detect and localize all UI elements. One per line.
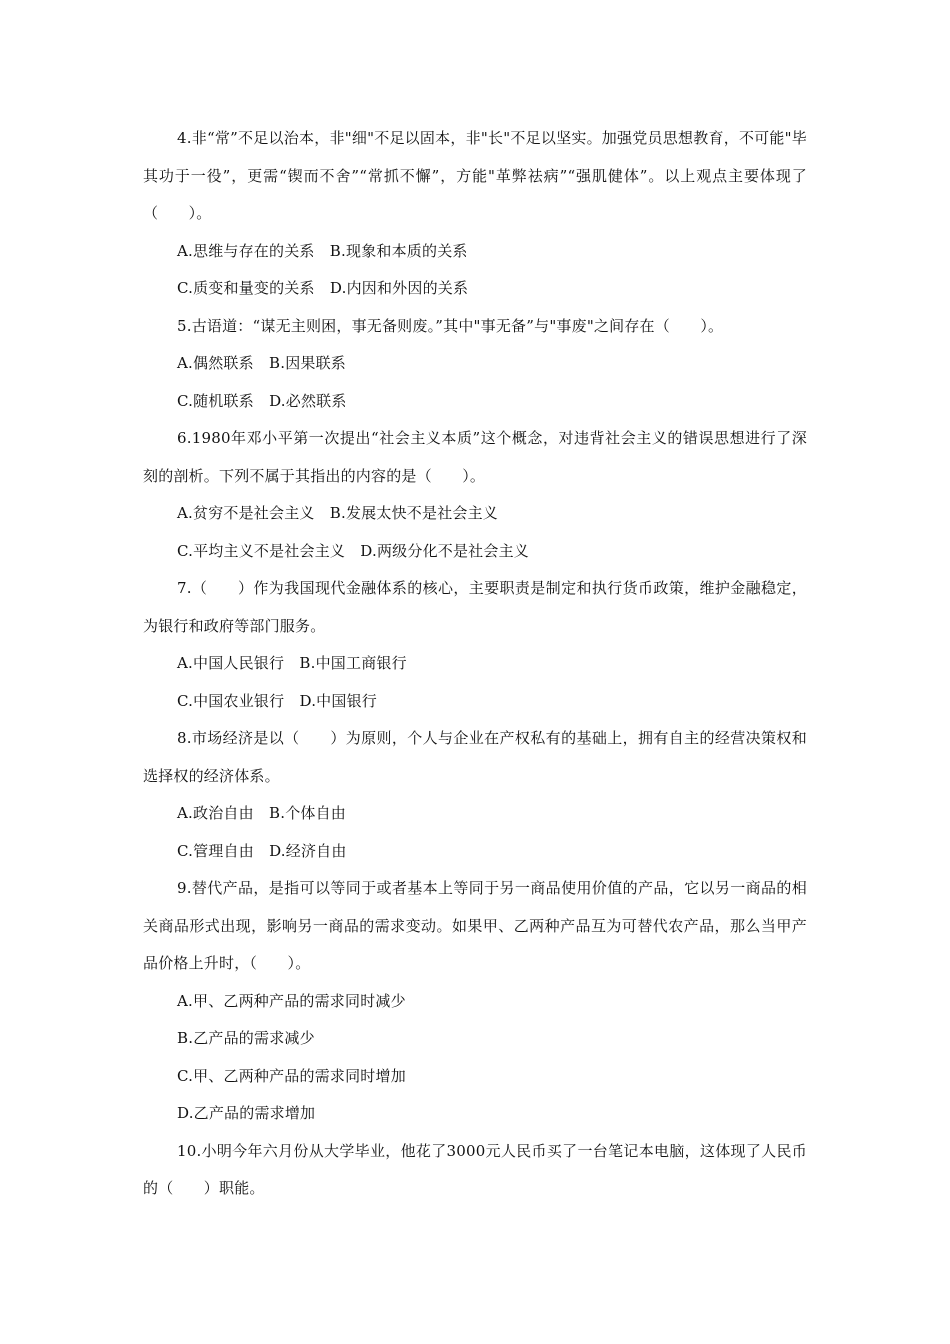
question-5	[143, 308, 807, 421]
option-line: A.甲、乙两种产品的需求同时减少	[177, 991, 406, 1010]
question-stem: 4.非“常”不足以治本，非"细"不足以固本，非"长"不足以坚实。加强党员思想教育，不可能"毕其功于一役”，更需“锲而不舍”“常抓不懈”，方能"革弊祛病”“强肌健体”。以上观点主要体现了（ ）。	[143, 129, 807, 222]
option-line: C.中国农业银行 D.中国银行	[177, 691, 377, 710]
option-line: A.贫穷不是社会主义 B.发展太快不是社会主义	[177, 504, 498, 522]
question-stem: 9.替代产品，是指可以等同于或者基本上等同于另一商品使用价值的产品，它以另一商品的相关商品形式出现，影响另一商品的需求变动。如果甲、乙两种产品互为可替代农产品，那么当甲产品价格上升时，（ ）。	[143, 879, 807, 972]
option-line: C.随机联系 D.必然联系	[177, 391, 347, 410]
question-6	[143, 420, 807, 570]
question-list	[143, 120, 807, 1208]
option-line: C.质变和量变的关系 D.内因和外因的关系	[177, 279, 469, 297]
question-stem: 10.小明今年六月份从大学毕业，他花了3000元人民币买了一台笔记本电脑，这体现了人民币的（ ）职能。	[143, 1141, 807, 1197]
option-line: B.乙产品的需求减少	[177, 1029, 315, 1047]
question-stem: 8.市场经济是以（ ）为原则，个人与企业在产权私有的基础上，拥有自主的经营决策权和选择权的经济体系。	[143, 729, 807, 785]
question-10	[143, 1133, 807, 1208]
question-stem: 6.1980年邓小平第一次提出“社会主义本质”这个概念，对违背社会主义的错误思想进行了深刻的剖析。下列不属于其指出的内容的是（ ）。	[143, 429, 807, 485]
option-line: A.政治自由 B.个体自由	[177, 804, 346, 822]
option-line: C.平均主义不是社会主义 D.两级分化不是社会主义	[177, 541, 529, 560]
option-line: A.中国人民银行 B.中国工商银行	[177, 654, 407, 672]
option-line: C.甲、乙两种产品的需求同时增加	[177, 1066, 406, 1085]
question-stem: 7.（ ）作为我国现代金融体系的核心，主要职责是制定和执行货币政策，维护金融稳定，为银行和政府等部门服务。	[143, 579, 807, 635]
option-line: A.偶然联系 B.因果联系	[177, 354, 346, 372]
option-line: C.管理自由 D.经济自由	[177, 841, 347, 860]
question-7	[143, 570, 807, 720]
option-line: A.思维与存在的关系 B.现象和本质的关系	[177, 241, 468, 260]
question-stem: 5.古语道：“谋无主则困，事无备则废。”其中"事无备”与"事废"之间存在（ ）。	[177, 316, 724, 335]
question-4	[143, 120, 807, 308]
question-8	[143, 720, 807, 870]
option-line: D.乙产品的需求增加	[177, 1104, 316, 1122]
question-9	[143, 870, 807, 1133]
